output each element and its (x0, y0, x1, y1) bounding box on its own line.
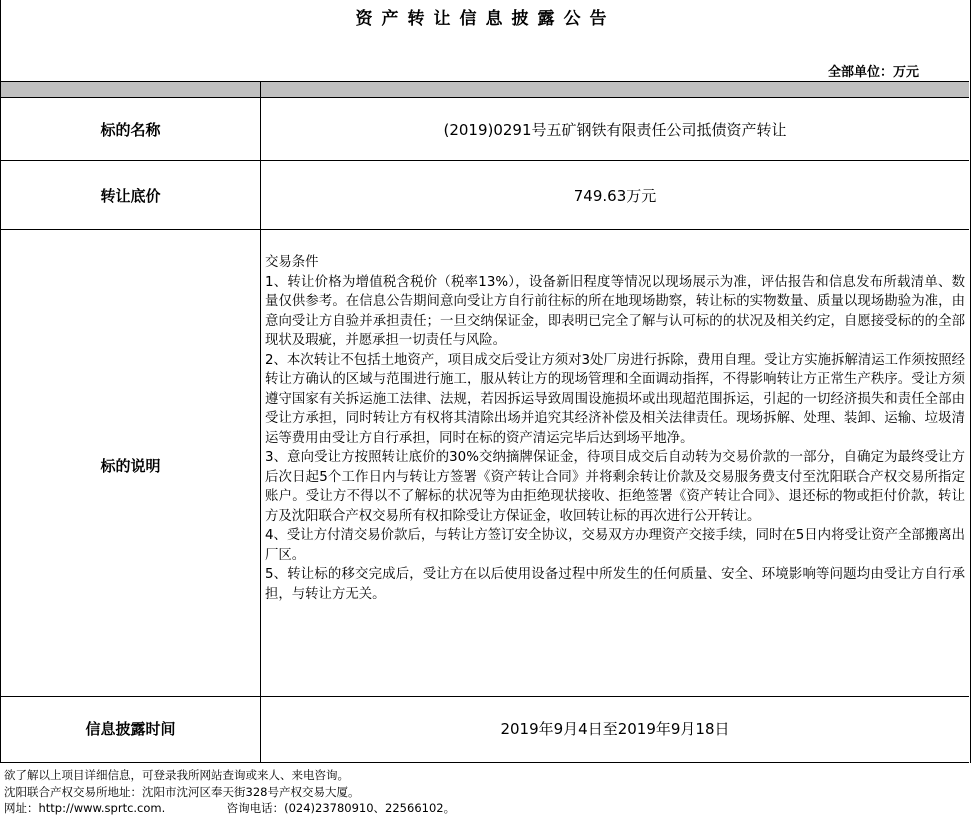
row-divider (1, 229, 969, 230)
row-label-time: 信息披露时间 (85, 720, 176, 738)
description-heading: 交易条件 (265, 255, 319, 270)
footer-address: 沈阳联合产权交易所地址：沈阳市沈河区奉天街328号产权交易大厦。 (4, 784, 360, 799)
table-header-band (1, 81, 969, 98)
description-paragraph: 1、转让价格为增值税含税价（税率13%），设备新旧程度等情况以现场展示为准，评估报告和信息发布所载清单、数量仅供参考。在信息公告期间意向受让方自行前往标的所在地现场勘察，转让标的实物数量、质量以现场勘验为准，由意向受让方自验并承担责任；一旦交纳保证金，即表明已完全了解与认可标的的状况及相关约定，自愿接受标的的全部现状及瑕疵，并愿承担一切责任与风险。 (265, 274, 965, 348)
description-paragraph: 2、本次转让不包括土地资产，项目成交后受让方须对3处厂房进行拆除，费用自理。受让方实施拆解清运工作须按照经转让方确认的区域与范围进行施工，服从转让方的现场管理和全面调动指挥，不得影响转让方正常生产秩序。受让方须遵守国家有关拆运施工法律、法规，若因拆运导致周围设施损坏或出现超范围拆运，引起的一切经济损失和责任全部由受让方承担，同时转让方有权将其清除出场并追究其经济补偿及相关法律责任。现场拆解、处理、装卸、运输、垃圾清运等费用由受让方自行承担，同时在标的资产清运完毕后达到场平地净。 (265, 352, 965, 446)
description-paragraph: 3、意向受让方按照转让底价的30%交纳摘牌保证金，待项目成交后自动转为交易价款的一部分，自确定为最终受让方后次日起5个工作日内与转让方签署《资产转让合同》并将剩余转让价款及交易服务费支付至沈阳联合产权交易所指定账户。受让方不得以不了解标的状况等为由拒绝现状接收、拒绝签署《资产转让合同》、退还标的物或拒付价款，转让方及沈阳联合产权交易所有权扣除受让方保证金，收回转让标的再次进行公开转让。 (265, 450, 965, 524)
footer-contact (4, 800, 455, 817)
row-label-price: 转让底价 (100, 187, 161, 205)
page-title: 资产转让信息披露公告 (355, 9, 616, 29)
unit-note: 全部单位：万元 (827, 65, 919, 80)
row-label-description: 标的说明 (100, 457, 161, 475)
row-divider (1, 762, 969, 763)
description-text (265, 253, 965, 604)
row-value-name: (2019)0291号五矿钢铁有限责任公司抵债资产转让 (443, 121, 787, 139)
row-value-price: 749.63万元 (573, 187, 657, 205)
footer-line: 欲了解以上项目详细信息，可登录我所网站查询或来人、来电咨询。 (4, 768, 349, 782)
row-divider (1, 97, 969, 98)
footer-phone: 咨询电话：(024)23780910、22566102。 (226, 801, 456, 815)
row-divider (1, 696, 969, 697)
footer-notes (4, 767, 455, 817)
row-value-time: 2019年9月4日至2019年9月18日 (500, 720, 730, 738)
description-paragraph: 4、受让方付清交易价款后，与转让方签订安全协议，交易双方办理资产交接手续，同时在5日内将受让资产全部搬离出厂区。 (265, 528, 965, 563)
description-paragraph: 5、转让标的移交完成后，受让方在以后使用设备过程中所发生的任何质量、安全、环境影响等问题均由受让方自行承担，与转让方无关。 (265, 567, 965, 602)
column-divider (260, 81, 261, 98)
row-divider (1, 160, 969, 161)
footer-website: 网址：http://www.sprtc.com. (4, 801, 166, 815)
row-label-name: 标的名称 (100, 121, 161, 139)
